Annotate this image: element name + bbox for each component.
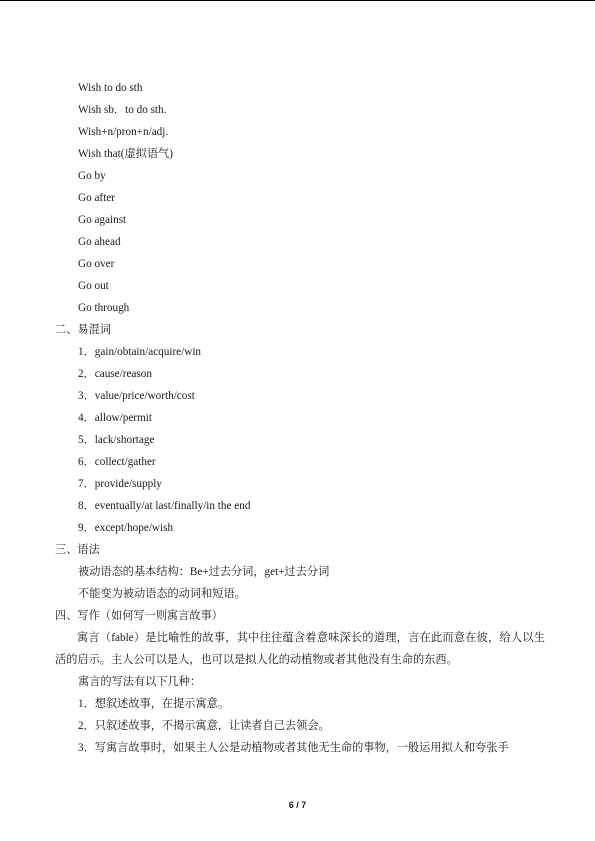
list-item: 1．想叙述故事，在提示寓意。 — [78, 698, 230, 710]
section-heading-writing: 四、写作（如何写一则寓言故事） — [55, 610, 223, 622]
phrase-line: Go after — [78, 192, 115, 204]
header-rule — [0, 0, 595, 1]
list-item: 3．value/price/worth/cost — [78, 390, 195, 402]
list-item: 7．provide/supply — [78, 478, 162, 490]
list-item: 2．只叙述故事，不揭示寓意，让读者自己去领会。 — [78, 720, 330, 732]
phrase-line: Go through — [78, 302, 130, 314]
section-heading-confusable-words: 二、易混词 — [55, 324, 111, 336]
list-item: 8．eventually/at last/finally/in the end — [78, 500, 251, 512]
phrase-line: Wish to do sth — [78, 82, 143, 94]
list-item: 6．collect/gather — [78, 456, 156, 468]
phrase-line: Wish sb．to do sth. — [78, 104, 167, 116]
phrase-line: Go by — [78, 170, 106, 182]
fable-paragraph: 寓言（fable）是比喻性的故事，其中往往蕴含着意味深长的道理，言在此而意在彼，给人以生活的启示。主人公可以是人，也可以是拟人化的动植物或者其他没有生命的东西。 — [55, 632, 545, 666]
list-item: 2．cause/reason — [78, 368, 152, 380]
text-line: 被动语态的基本结构：Be+过去分词，get+过去分词 — [78, 566, 330, 578]
phrase-line: Go over — [78, 258, 115, 270]
phrase-line: Wish+n/pron+n/adj. — [78, 126, 169, 138]
list-item: 3．写寓言故事时，如果主人公是动植物或者其他无生命的事物，一般运用拟人和夸张手 — [78, 742, 509, 754]
text-line: 不能变为被动语态的动词和短语。 — [78, 588, 246, 600]
phrase-line: Wish that(虚拟语气) — [78, 148, 173, 160]
phrase-line: Go out — [78, 280, 109, 292]
list-item: 1．gain/obtain/acquire/win — [78, 346, 202, 358]
list-item: 5．lack/shortage — [78, 434, 155, 446]
section-heading-grammar: 三、语法 — [55, 544, 100, 556]
page-number: 6 / 7 — [288, 800, 307, 810]
list-item: 9．except/hope/wish — [78, 522, 174, 534]
phrase-line: Go against — [78, 214, 127, 226]
text-line: 寓言的写法有以下几种： — [78, 676, 202, 688]
list-item: 4．allow/permit — [78, 412, 152, 424]
phrase-line: Go ahead — [78, 236, 121, 248]
